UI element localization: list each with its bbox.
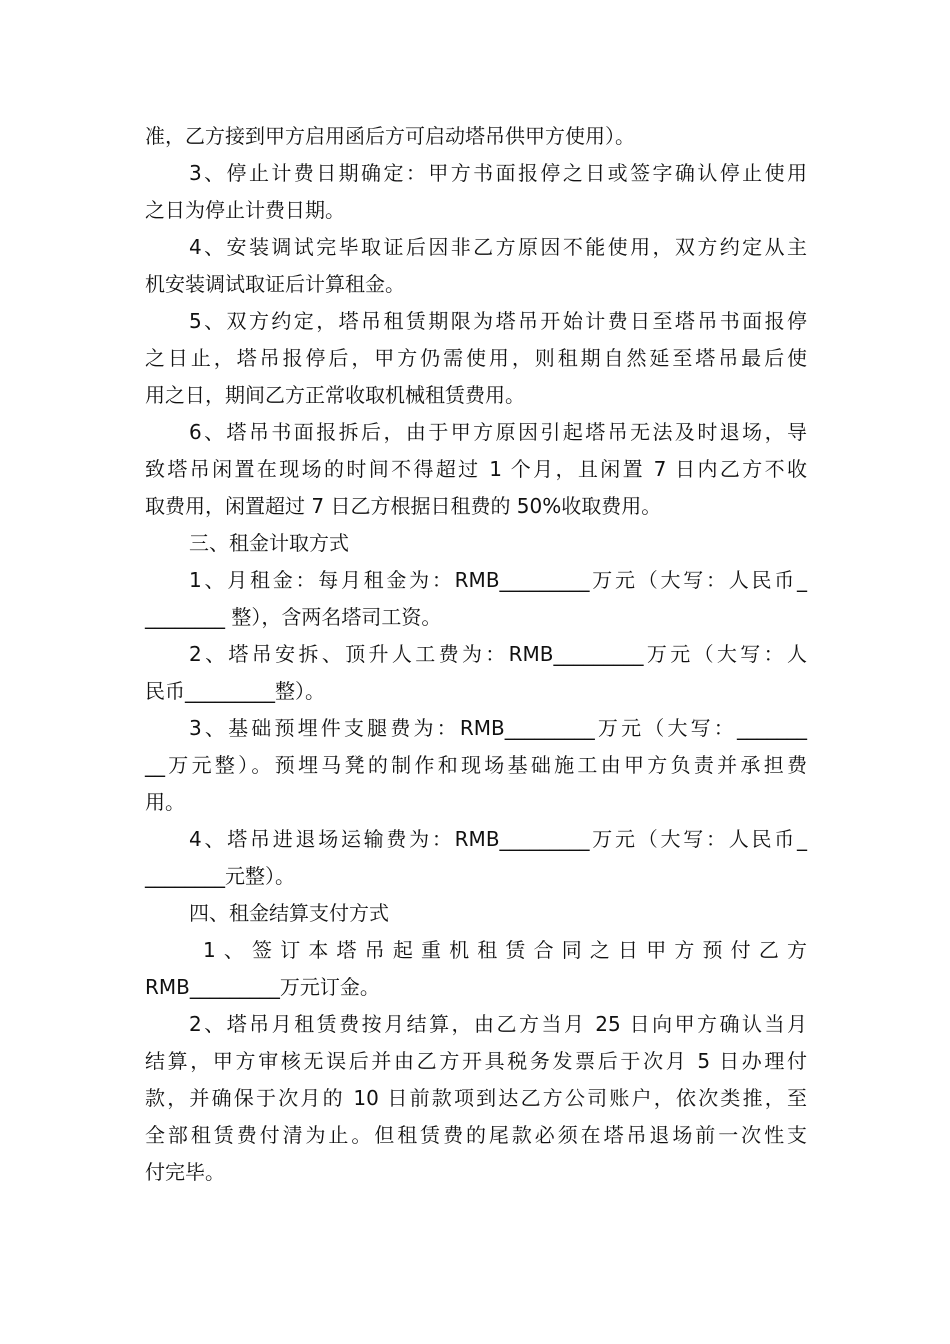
text-line: 致塔吊闲置在现场的时间不得超过 1 个月，且闲置 7 日内乙方不收 bbox=[145, 457, 807, 481]
text-line: 取费用，闲置超过 7 日乙方根据日租费的 50%收取费用。 bbox=[145, 494, 662, 518]
text-line: 4、塔吊进退场运输费为：RMB_________万元（大写：人民币_ bbox=[189, 827, 807, 851]
text-line: 准，乙方接到甲方启用函后方可启动塔吊供甲方使用）。 bbox=[145, 124, 635, 148]
text-line: 民币_________整）。 bbox=[145, 679, 325, 703]
text-line: 2、塔吊月租赁费按月结算，由乙方当月 25 日向甲方确认当月 bbox=[189, 1012, 807, 1036]
text-line: 款，并确保于次月的 10 日前款项到达乙方公司账户，依次类推，至 bbox=[145, 1086, 807, 1110]
text-line: 之日为停止计费日期。 bbox=[145, 198, 345, 222]
text-line: 2、塔吊安拆、顶升人工费为：RMB_________万元（大写：人 bbox=[189, 642, 807, 666]
text-line: ________ 整），含两名塔司工资。 bbox=[145, 605, 442, 629]
text-line: 全部租赁费付清为止。但租赁费的尾款必须在塔吊退场前一次性支 bbox=[145, 1123, 807, 1147]
text-line: 1、月租金：每月租金为：RMB_________万元（大写：人民币_ bbox=[189, 568, 807, 592]
text-line: 5、双方约定，塔吊租赁期限为塔吊开始计费日至塔吊书面报停 bbox=[189, 309, 807, 333]
text-line: 用之日，期间乙方正常收取机械租赁费用。 bbox=[145, 383, 525, 407]
text-line: 4、安装调试完毕取证后因非乙方原因不能使用，双方约定从主 bbox=[189, 235, 807, 259]
text-line: 6、塔吊书面报拆后，由于甲方原因引起塔吊无法及时退场，导 bbox=[189, 420, 807, 444]
text-line: ________元整）。 bbox=[145, 864, 295, 888]
text-line: 1、签订本塔吊起重机租赁合同之日甲方预付乙方 bbox=[203, 938, 807, 962]
text-line: 付完毕。 bbox=[145, 1160, 225, 1184]
text-line: 之日止，塔吊报停后，甲方仍需使用，则租期自然延至塔吊最后使 bbox=[145, 346, 807, 370]
text-line: 3、停止计费日期确定：甲方书面报停之日或签字确认停止使用 bbox=[189, 161, 807, 185]
text-line: RMB_________万元订金。 bbox=[145, 975, 380, 999]
text-line: 机安装调试取证后计算租金。 bbox=[145, 272, 405, 296]
document-body bbox=[145, 118, 807, 1191]
text-line: 3、基础预埋件支腿费为：RMB_________万元（大写：_______ bbox=[189, 716, 807, 740]
text-line: 三、租金计取方式 bbox=[189, 531, 349, 555]
text-line: 结算，甲方审核无误后并由乙方开具税务发票后于次月 5 日办理付 bbox=[145, 1049, 807, 1073]
text-line: 四、租金结算支付方式 bbox=[189, 901, 389, 925]
text-line: __万元整）。预埋马凳的制作和现场基础施工由甲方负责并承担费 bbox=[145, 753, 807, 777]
text-line: 用。 bbox=[145, 790, 185, 814]
